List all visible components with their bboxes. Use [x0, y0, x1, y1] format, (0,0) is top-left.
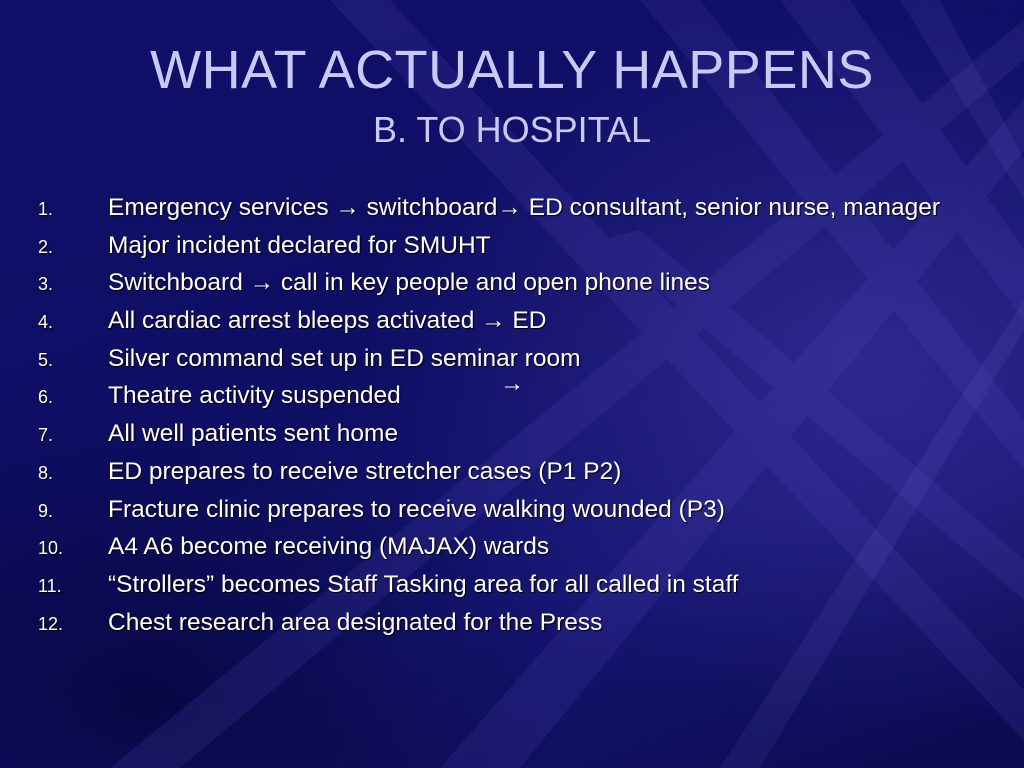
item-text: “Strollers” becomes Staff Tasking area for all called in staff: [108, 570, 739, 598]
steps-list: [38, 192, 998, 644]
item-number: 9.: [38, 500, 54, 521]
list-item: [38, 418, 998, 449]
item-text: A4 A6 become receiving (MAJAX) wards: [108, 533, 550, 561]
item-number: 5.: [38, 349, 54, 370]
item-number: 1.: [38, 199, 54, 219]
slide-subtitle: B. TO HOSPITAL: [372, 109, 652, 150]
list-item: [38, 267, 998, 298]
list-item: [38, 305, 998, 336]
list-item: [38, 230, 998, 261]
item-number: 6.: [38, 387, 54, 408]
item-text: Silver command set up in ED seminar room: [108, 344, 581, 372]
list-item: [38, 607, 998, 638]
item-text: Major incident declared for SMUHT: [108, 231, 491, 259]
slide-title: WHAT ACTUALLY HAPPENS: [150, 40, 874, 100]
item-number: 12.: [38, 613, 64, 634]
item-text: All well patients sent home: [108, 420, 399, 448]
list-item: [38, 569, 998, 600]
item-text: Fracture clinic prepares to receive walking wounded (P3): [108, 495, 725, 523]
list-item: [38, 531, 998, 562]
item-number: 4.: [38, 312, 54, 333]
list-item: [38, 192, 998, 223]
list-item: [38, 456, 998, 487]
item-text: ED prepares to receive stretcher cases (P1 P2): [108, 457, 622, 485]
item-text: Switchboard → call in key people and open phone lines: [108, 269, 711, 297]
arrow-icon: →: [500, 370, 524, 397]
item-number: 3.: [38, 274, 54, 295]
item-text: Theatre activity suspended: [108, 382, 401, 410]
item-number: 7.: [38, 425, 54, 446]
item-text: All cardiac arrest bleeps activated → ED: [108, 307, 547, 335]
item-text: Chest research area designated for the Press: [108, 608, 603, 636]
item-number: 2.: [38, 236, 54, 257]
item-number: 8.: [38, 462, 54, 483]
item-number: 11.: [38, 575, 62, 596]
list-item: [38, 494, 998, 525]
item-number: 10.: [38, 538, 64, 559]
item-text: Emergency services → switchboard→ ED consultant, senior nurse, manager: [108, 194, 940, 221]
